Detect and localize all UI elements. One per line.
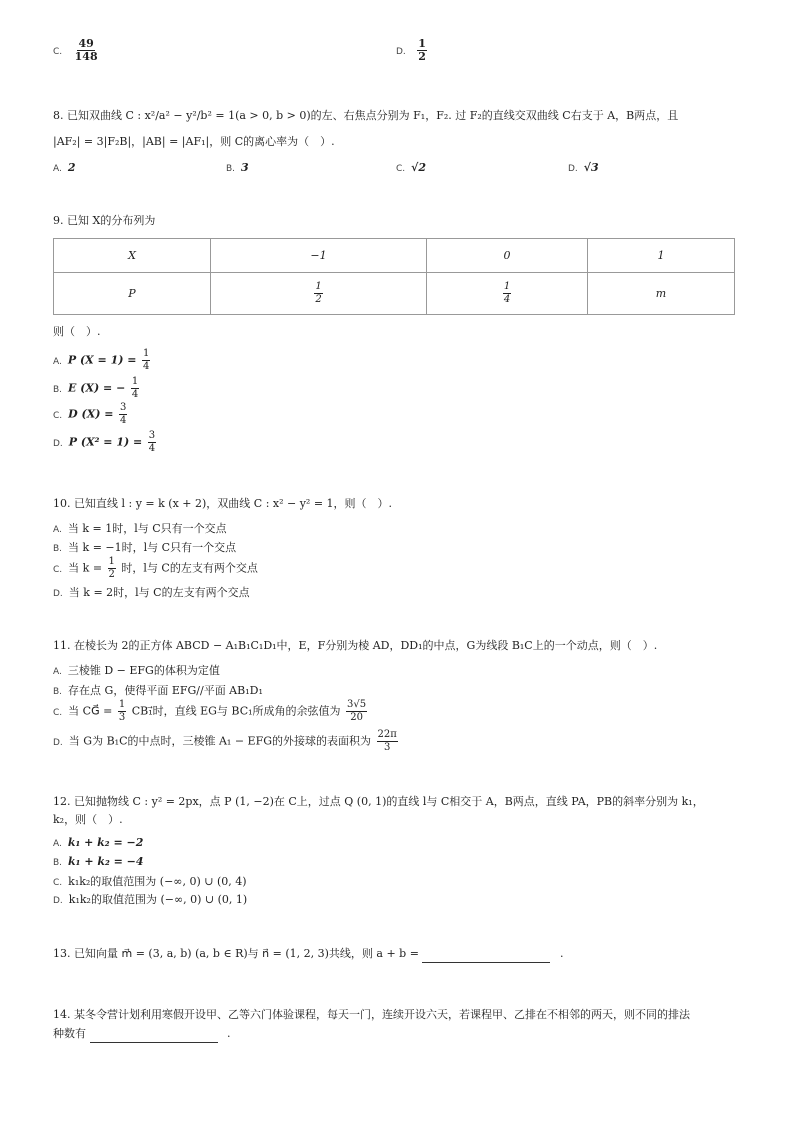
answer-blank[interactable] — [422, 948, 550, 963]
q10-option-a — [53, 520, 227, 536]
table-cell — [427, 273, 588, 315]
q9-after: 则（ ）. — [53, 325, 101, 338]
option-label: A. — [53, 525, 62, 535]
option-text: 当 k = −1时，l与 C只有一个交点 — [68, 541, 237, 554]
answer-blank[interactable] — [90, 1028, 218, 1043]
q10-stem: 10. 已知直线 l : y = k (x + 2)，双曲线 C : x² − y² = 1，则（ ）. — [53, 497, 393, 510]
fraction — [503, 281, 511, 306]
fraction — [108, 556, 116, 581]
numerator: 22π — [377, 729, 397, 740]
numerator: 3√5 — [347, 699, 367, 710]
q9-option-c — [53, 402, 129, 427]
q9-stem: 9. 已知 X的分布列为 — [53, 214, 156, 227]
q11-option-c — [53, 699, 369, 724]
option-label: B. — [53, 544, 63, 554]
q12-stem-line2: k₂，则（ ）. — [53, 813, 123, 826]
option-text: k₁k₂的取值范围为 (−∞, 0) ∪ (0, 4) — [68, 875, 247, 888]
option-text: 当 G为 B₁C的中点时，三棱锥 A₁ − EFG的外接球的表面积为 — [68, 734, 371, 748]
denominator: 4 — [131, 389, 139, 400]
fraction — [118, 699, 126, 724]
table-cell: X — [54, 239, 211, 273]
denominator: 2 — [108, 569, 115, 580]
q11-stem: 11. 在棱长为 2的正方体 ABCD − A₁B₁C₁D₁中，E，F分别为棱 AD，DD₁的中点，G为线段 B₁C上的一个动点，则（ ）. — [53, 639, 658, 652]
fraction — [142, 348, 150, 373]
q8-stem-line2: |AF₂| = 3|F₂B|，|AB| = |AF₁|，则 C的离心率为（ ）. — [53, 135, 335, 148]
option-text: 三棱锥 D − EFG的体积为定值 — [67, 664, 220, 677]
prev-option-d — [396, 38, 429, 63]
numerator: 3 — [148, 430, 156, 441]
fraction — [148, 430, 156, 455]
table-cell: −1 — [211, 239, 427, 273]
option-text: D (X) = — [68, 407, 114, 421]
denominator: 3 — [118, 712, 126, 723]
q9-option-b — [53, 376, 141, 401]
option-label: C. — [53, 878, 63, 888]
option-text: k₁ + k₂ = −2 — [67, 836, 144, 849]
q13-line — [53, 944, 563, 963]
option-label: A. — [53, 356, 62, 367]
fraction — [377, 729, 398, 754]
q13-stem: 13. 已知向量 m⃗ = (3, a, b) (a, b ∈ R)与 n⃗ = (1, 2, 3)共线，则 a + b = — [53, 947, 419, 960]
fraction — [131, 376, 139, 401]
option-label: D. — [53, 896, 63, 906]
table-row — [54, 239, 735, 273]
option-label: D. — [396, 46, 406, 57]
q9-option-d — [53, 430, 158, 455]
option-text: 时，l与 C的左支有两个交点 — [121, 561, 258, 575]
denominator: 3 — [383, 742, 391, 753]
option-text: 3 — [241, 161, 249, 174]
option-text: k₁ + k₂ = −4 — [68, 855, 144, 868]
option-label: C. — [53, 46, 63, 57]
option-label: A. — [53, 164, 62, 174]
option-text: CB₁⃗时，直线 EG与 BC₁所成角的余弦值为 — [131, 704, 341, 718]
q11-option-d — [53, 729, 400, 754]
period: . — [559, 947, 564, 960]
prev-option-c — [53, 38, 101, 63]
fraction — [346, 699, 367, 724]
option-text: 当 CG⃗ = — [68, 704, 113, 718]
option-text: P (X = 1) = — [67, 353, 137, 367]
table-cell: P — [54, 273, 211, 315]
option-label: D. — [568, 164, 578, 174]
option-label: C. — [53, 564, 63, 575]
numerator: 1 — [108, 556, 115, 567]
q12-option-b — [53, 855, 144, 868]
fraction — [417, 38, 427, 63]
q9-option-a — [53, 348, 152, 373]
option-text: k₁k₂的取值范围为 (−∞, 0) ∪ (0, 1) — [68, 893, 248, 906]
q12-option-a — [53, 836, 143, 849]
q10-option-c — [53, 556, 258, 581]
option-label: D. — [53, 737, 63, 748]
denominator: 148 — [74, 50, 98, 63]
option-label: D. — [53, 438, 63, 449]
table-cell: 1 — [588, 239, 735, 273]
fraction — [119, 402, 127, 427]
option-text: 2 — [67, 161, 76, 174]
option-label: C. — [53, 707, 63, 718]
denominator: 2 — [418, 50, 426, 63]
denominator: 4 — [148, 443, 156, 454]
denominator: 4 — [503, 294, 511, 305]
numerator: 3 — [120, 402, 127, 413]
q8-stem-line1: 8. 已知双曲线 C : x²/a² − y²/b² = 1(a > 0, b > 0)的左、右焦点分别为 F₁，F₂. 过 F₂的直线交双曲线 C右支于 A，B两点，且 — [53, 109, 679, 122]
table-cell — [211, 273, 427, 315]
option-text: P (X² = 1) = — [68, 435, 143, 449]
q11-option-a — [53, 662, 220, 678]
denominator: 4 — [120, 415, 127, 426]
option-text: 存在点 G，使得平面 EFG//平面 AB₁D₁ — [68, 684, 263, 697]
q14-line2 — [53, 1024, 231, 1043]
option-label: B. — [53, 384, 63, 395]
numerator: 1 — [315, 281, 322, 292]
option-label: D. — [53, 589, 63, 599]
table-row — [54, 273, 735, 315]
numerator: 1 — [131, 376, 139, 387]
option-label: B. — [53, 858, 63, 868]
option-label: C. — [396, 164, 406, 174]
fraction — [74, 38, 99, 63]
fraction — [314, 281, 322, 306]
table-cell: m — [588, 273, 735, 315]
denominator: 20 — [350, 712, 363, 723]
distribution-table — [53, 238, 735, 315]
option-text: √2 — [411, 161, 427, 174]
q8-option-c — [396, 161, 426, 174]
option-label: B. — [53, 687, 63, 697]
period: . — [227, 1027, 231, 1040]
q8-option-b — [226, 161, 249, 174]
numerator: 49 — [78, 37, 94, 50]
option-text: 当 k = 2时，l与 C的左支有两个交点 — [68, 586, 250, 599]
numerator: 1 — [503, 281, 511, 292]
option-text: √3 — [583, 161, 599, 174]
q8-option-a — [53, 161, 76, 174]
denominator: 2 — [315, 294, 322, 305]
q10-option-b — [53, 539, 236, 555]
q11-option-b — [53, 682, 263, 698]
q12-option-c — [53, 873, 247, 889]
option-text: 当 k = 1时，l与 C只有一个交点 — [67, 522, 227, 535]
numerator: 1 — [418, 37, 426, 50]
table-cell: 0 — [427, 239, 588, 273]
option-label: A. — [53, 839, 62, 849]
q12-stem-line1: 12. 已知抛物线 C : y² = 2px，点 P (1, −2)在 C上，过点 Q (0, 1)的直线 l与 C相交于 A，B两点，直线 PA，PB的斜率分别为 k₁， — [53, 795, 704, 808]
q12-option-d — [53, 891, 247, 907]
numerator: 1 — [142, 348, 150, 359]
option-text: 当 k = — [68, 561, 103, 575]
option-label: A. — [53, 667, 62, 677]
q14-stem-line1: 14. 某冬令营计划利用寒假开设甲、乙等六门体验课程，每天一门，连续开设六天，若课程甲、乙排在不相邻的两天，则不同的排法 — [53, 1008, 690, 1021]
option-text: E (X) = − — [68, 381, 126, 395]
q10-option-d — [53, 584, 250, 600]
q14-stem-line2: 种数有 — [53, 1027, 86, 1040]
option-label: B. — [226, 164, 236, 174]
denominator: 4 — [142, 361, 150, 372]
option-label: C. — [53, 410, 63, 421]
numerator: 1 — [118, 699, 126, 710]
q8-option-d — [568, 161, 599, 174]
